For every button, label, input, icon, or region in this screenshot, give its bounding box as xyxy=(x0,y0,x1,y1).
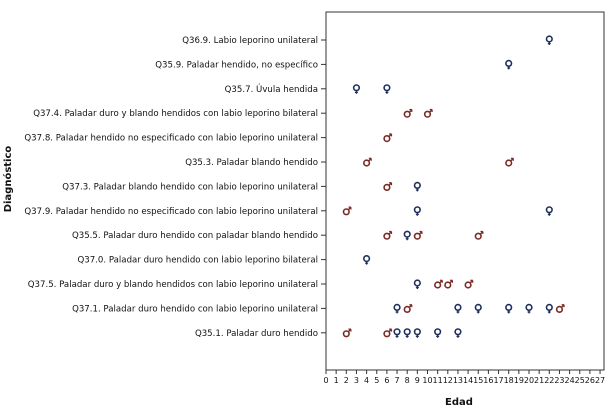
y-axis-title: Diagnóstico xyxy=(3,145,14,213)
x-axis-ticks xyxy=(326,370,600,374)
x-tick-label: 14 xyxy=(463,376,474,385)
x-tick-label: 10 xyxy=(422,376,433,385)
x-axis-title: Edad xyxy=(445,397,473,408)
category-label: Q37.4. Paladar duro y blando hendidos con labio leporino bilateral xyxy=(33,109,318,120)
category-label: Q36.9. Labio leporino unilateral xyxy=(182,36,318,46)
category-label: Q37.8. Paladar hendido no especificado con labio leporino unilateral xyxy=(24,133,318,144)
x-tick-label: 15 xyxy=(473,376,484,385)
category-label: Q37.0. Paladar duro hendido con labio leporino bilateral xyxy=(77,255,318,266)
category-label: Q37.3. Paladar blando hendido con labio leporino unilateral xyxy=(62,182,318,193)
x-tick-label: 9 xyxy=(414,376,420,385)
x-tick-label: 21 xyxy=(534,376,545,385)
x-tick-label: 11 xyxy=(432,376,443,385)
category-label: Q35.7. Úvula hendida xyxy=(224,84,318,95)
x-tick-label: 27 xyxy=(594,376,606,385)
x-tick-label: 13 xyxy=(452,376,464,385)
x-tick-label: 26 xyxy=(584,376,595,385)
x-tick-label: 17 xyxy=(493,376,504,385)
x-tick-label: 7 xyxy=(394,376,400,385)
x-tick-label: 6 xyxy=(384,376,390,385)
category-label: Q35.5. Paladar duro hendido con paladar blando hendido xyxy=(71,231,318,242)
y-axis-ticks xyxy=(321,40,326,333)
x-tick-label: 2 xyxy=(343,376,349,385)
x-tick-label: 16 xyxy=(483,376,494,385)
category-label: Q35.9. Paladar hendido, no específico xyxy=(155,60,318,71)
category-label: Q35.3. Paladar blando hendido xyxy=(185,158,318,168)
x-tick-label: 3 xyxy=(353,376,359,385)
x-tick-label: 25 xyxy=(574,376,585,385)
x-tick-label: 22 xyxy=(544,376,555,385)
x-tick-label: 1 xyxy=(333,376,339,385)
x-tick-label: 8 xyxy=(404,376,410,385)
x-axis-tick-labels xyxy=(323,376,605,385)
x-tick-label: 4 xyxy=(364,376,370,385)
x-tick-label: 12 xyxy=(442,376,453,385)
x-tick-label: 24 xyxy=(564,376,575,385)
x-tick-label: 23 xyxy=(554,376,565,385)
x-tick-label: 20 xyxy=(523,376,535,385)
y-axis-category-labels xyxy=(24,36,318,339)
x-tick-label: 0 xyxy=(323,376,329,385)
plot-frame xyxy=(326,12,604,370)
category-label: Q37.9. Paladar hendido no especificado con labio leporino unilateral xyxy=(24,206,318,217)
category-label: Q35.1. Paladar duro hendido xyxy=(194,328,318,339)
category-label: Q37.5. Paladar duro y blando hendidos con labio leporino unilateral xyxy=(27,280,318,290)
x-tick-label: 19 xyxy=(513,376,524,385)
x-tick-label: 18 xyxy=(503,376,514,385)
x-tick-label: 5 xyxy=(374,376,380,385)
category-label: Q37.1. Paladar duro hendido con labio leporino unilateral xyxy=(72,304,318,315)
